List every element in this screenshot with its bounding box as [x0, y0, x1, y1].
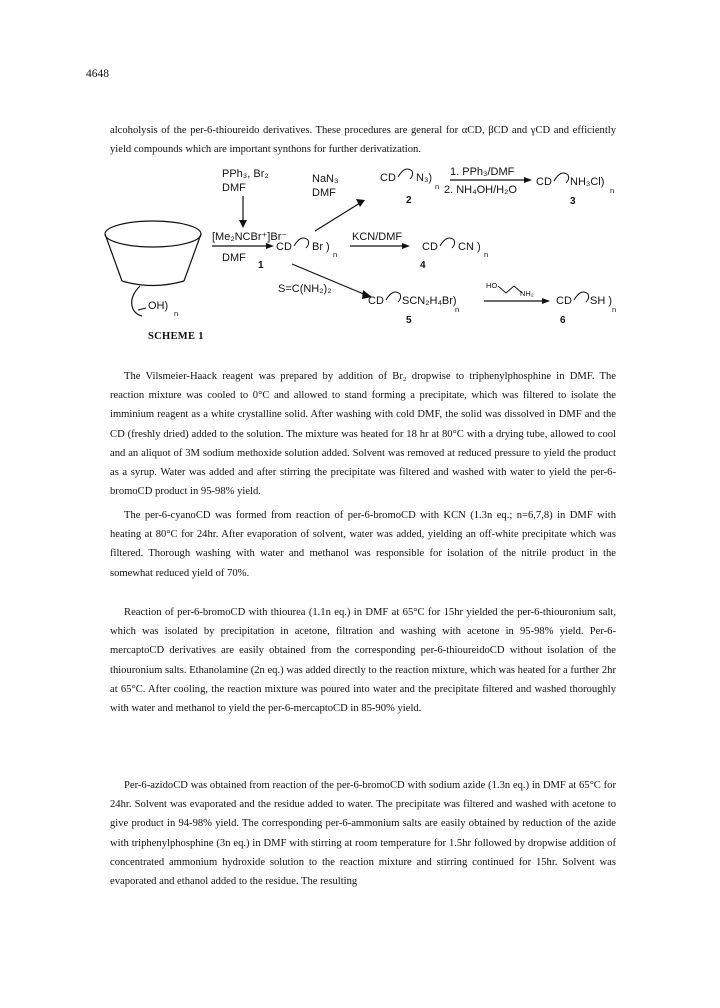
cd-hydroxyl-group: OH) — [148, 300, 169, 312]
thiouronium-group: SCN₂H₄Br) — [402, 295, 457, 307]
paragraph-azido: Per-6-azidoCD was obtained from reaction of the per-6-bromoCD with sodium azide (1.3n eq.) in DMF at 65°C for 24hr. Solvent was evaporated and the residue added to water. The precipitate was filtered and washed with acetone to give product in 94-98% yield. The corresponding per-6-ammonium salts are easily obtained by reduction of the azide with triphenylphosphine (3n eq.) in DMF with stirring at room temperature for 1.5hr followed by dropwise addition of concentrated ammonium hydroxide solution to the reaction mixture and stirring continued for 15hr. Solvent was evaporated and ethanol added to the residue. The resulting — [110, 780, 616, 888]
ethanolamine-nh2: NH₂ — [520, 289, 534, 298]
reagent-dmf-2: DMF — [222, 252, 246, 264]
thiouronium-n: n — [455, 305, 460, 314]
reagent-kcn: KCN/DMF — [352, 231, 403, 243]
ammonium-n: n — [610, 186, 615, 195]
reagent-nan3-dmf: DMF — [312, 187, 336, 199]
azido-cd: CD — [380, 172, 396, 184]
scheme-label: SCHEME 1 — [148, 331, 204, 342]
arrow-right-icon-2 — [524, 177, 532, 183]
paragraph-vilsmeier: The Vilsmeier-Haack reagent was prepared by addition of Br₂ dropwise to triphenylphosphine in DMF. The reaction mixture was cooled to 0°C and allowed to stand forming a precipitate, which was filtered to isolate the imminium reagent as a white crystalline solid. After washing with cold DMF, the solid was dissolved in DMF and the CD (freshly dried) added to the solution. The mixture was heated for 18 hr at 80°C with a drying tube, allowed to cool and an aliquot of 3M sodium methoxide solution added. Solvent was removed at reduced pressure to yield the product as a syrup. Water was added and after stirring the precipitate was filtered and washed with water to yield the per-6-bromoCD product in 95-98% yield. — [110, 371, 616, 498]
ethanolamine-ho: HO — [486, 281, 498, 290]
mercapto-group: SH ) — [590, 295, 612, 307]
bromo-group: Br ) — [312, 241, 330, 253]
paragraph-cyano: The per-6-cyanoCD was formed from reaction of per-6-bromoCD with KCN (1.3n eq.; n=6,7,8) in DMF with heating at 80°C for 24hr. After evaporation of solvent, water was added, yielding an off-white precipitate which was filtered. Thorough washing with water and methanol was responsible for isolation of the nitrile product in the somewhat reduced yield of 70%. — [110, 510, 616, 579]
mercapto-cd: CD — [556, 295, 572, 307]
intro-paragraph: alcoholysis of the per-6-thioureido derivatives. These procedures are general for αCD, βCD and γCD and efficiently yield compounds which are important synthons for further derivatization. — [110, 125, 616, 156]
compound-number-3: 3 — [570, 196, 576, 207]
arrow-up-right-icon — [356, 199, 365, 207]
arrow-right-icon — [266, 243, 274, 249]
reagent-pph3-br2: PPh₃, Br₂ — [222, 168, 269, 180]
compound-number-6: 6 — [560, 315, 566, 326]
cyano-cd: CD — [422, 241, 438, 253]
bromo-n: n — [333, 250, 338, 259]
page-number: 4648 — [86, 68, 109, 80]
reagent-nan3: NaN₃ — [312, 173, 339, 185]
arrow-down-icon — [239, 220, 247, 228]
arrow-right-icon-3 — [402, 243, 410, 249]
ammonium-group: NH₃Cl) — [570, 176, 605, 188]
azido-n: n — [435, 182, 440, 191]
cd-hydroxyl-n: n — [174, 309, 179, 318]
reduction-step-1: 1. PPh₃/DMF — [450, 166, 515, 178]
bromo-cd: CD — [276, 241, 292, 253]
azido-group: N₃) — [416, 172, 433, 184]
cyano-n: n — [484, 250, 489, 259]
compound-number-2: 2 — [406, 195, 412, 206]
reduction-step-2: 2. NH₄OH/H₂O — [444, 184, 517, 196]
vilsmeier-reagent: [Me₂NCBr⁺]Br⁻ — [212, 231, 288, 243]
cyano-group: CN ) — [458, 241, 481, 253]
ethanolamine-chain-icon — [498, 286, 522, 293]
compound-number-5: 5 — [406, 315, 412, 326]
reagent-dmf-1: DMF — [222, 182, 246, 194]
paragraph-mercapto: Reaction of per-6-bromoCD with thiourea (1.1n eq.) in DMF at 65°C for 15hr yielded the per-6-thiouronium salt, which was isolated by precipitation in acetone, filtration and washing with acetone in 95-98% yield. Per-6-mercaptoCD derivatives are easily obtained from the corresponding per-6-thioureidoCD without isolation of the thiouronium salts. Ethanolamine (2n eq.) was added directly to the reaction mixture, which was heated for a further 2hr at 65°C. After cooling, the reaction mixture was poured into water and the precipitate filtered and washed thoroughly with water and methanol to yield the per-6-mercaptoCD in 85-90% yield. — [110, 607, 616, 715]
mercapto-n: n — [612, 305, 617, 314]
compound-number-1: 1 — [258, 260, 264, 271]
reaction-scheme — [100, 164, 620, 334]
compound-number-4: 4 — [420, 260, 426, 271]
thiouronium-cd: CD — [368, 295, 384, 307]
ammonium-cd: CD — [536, 176, 552, 188]
arrow-right-icon-4 — [542, 298, 550, 304]
reagent-thiourea: S=C(NH₂)₂ — [278, 283, 332, 295]
